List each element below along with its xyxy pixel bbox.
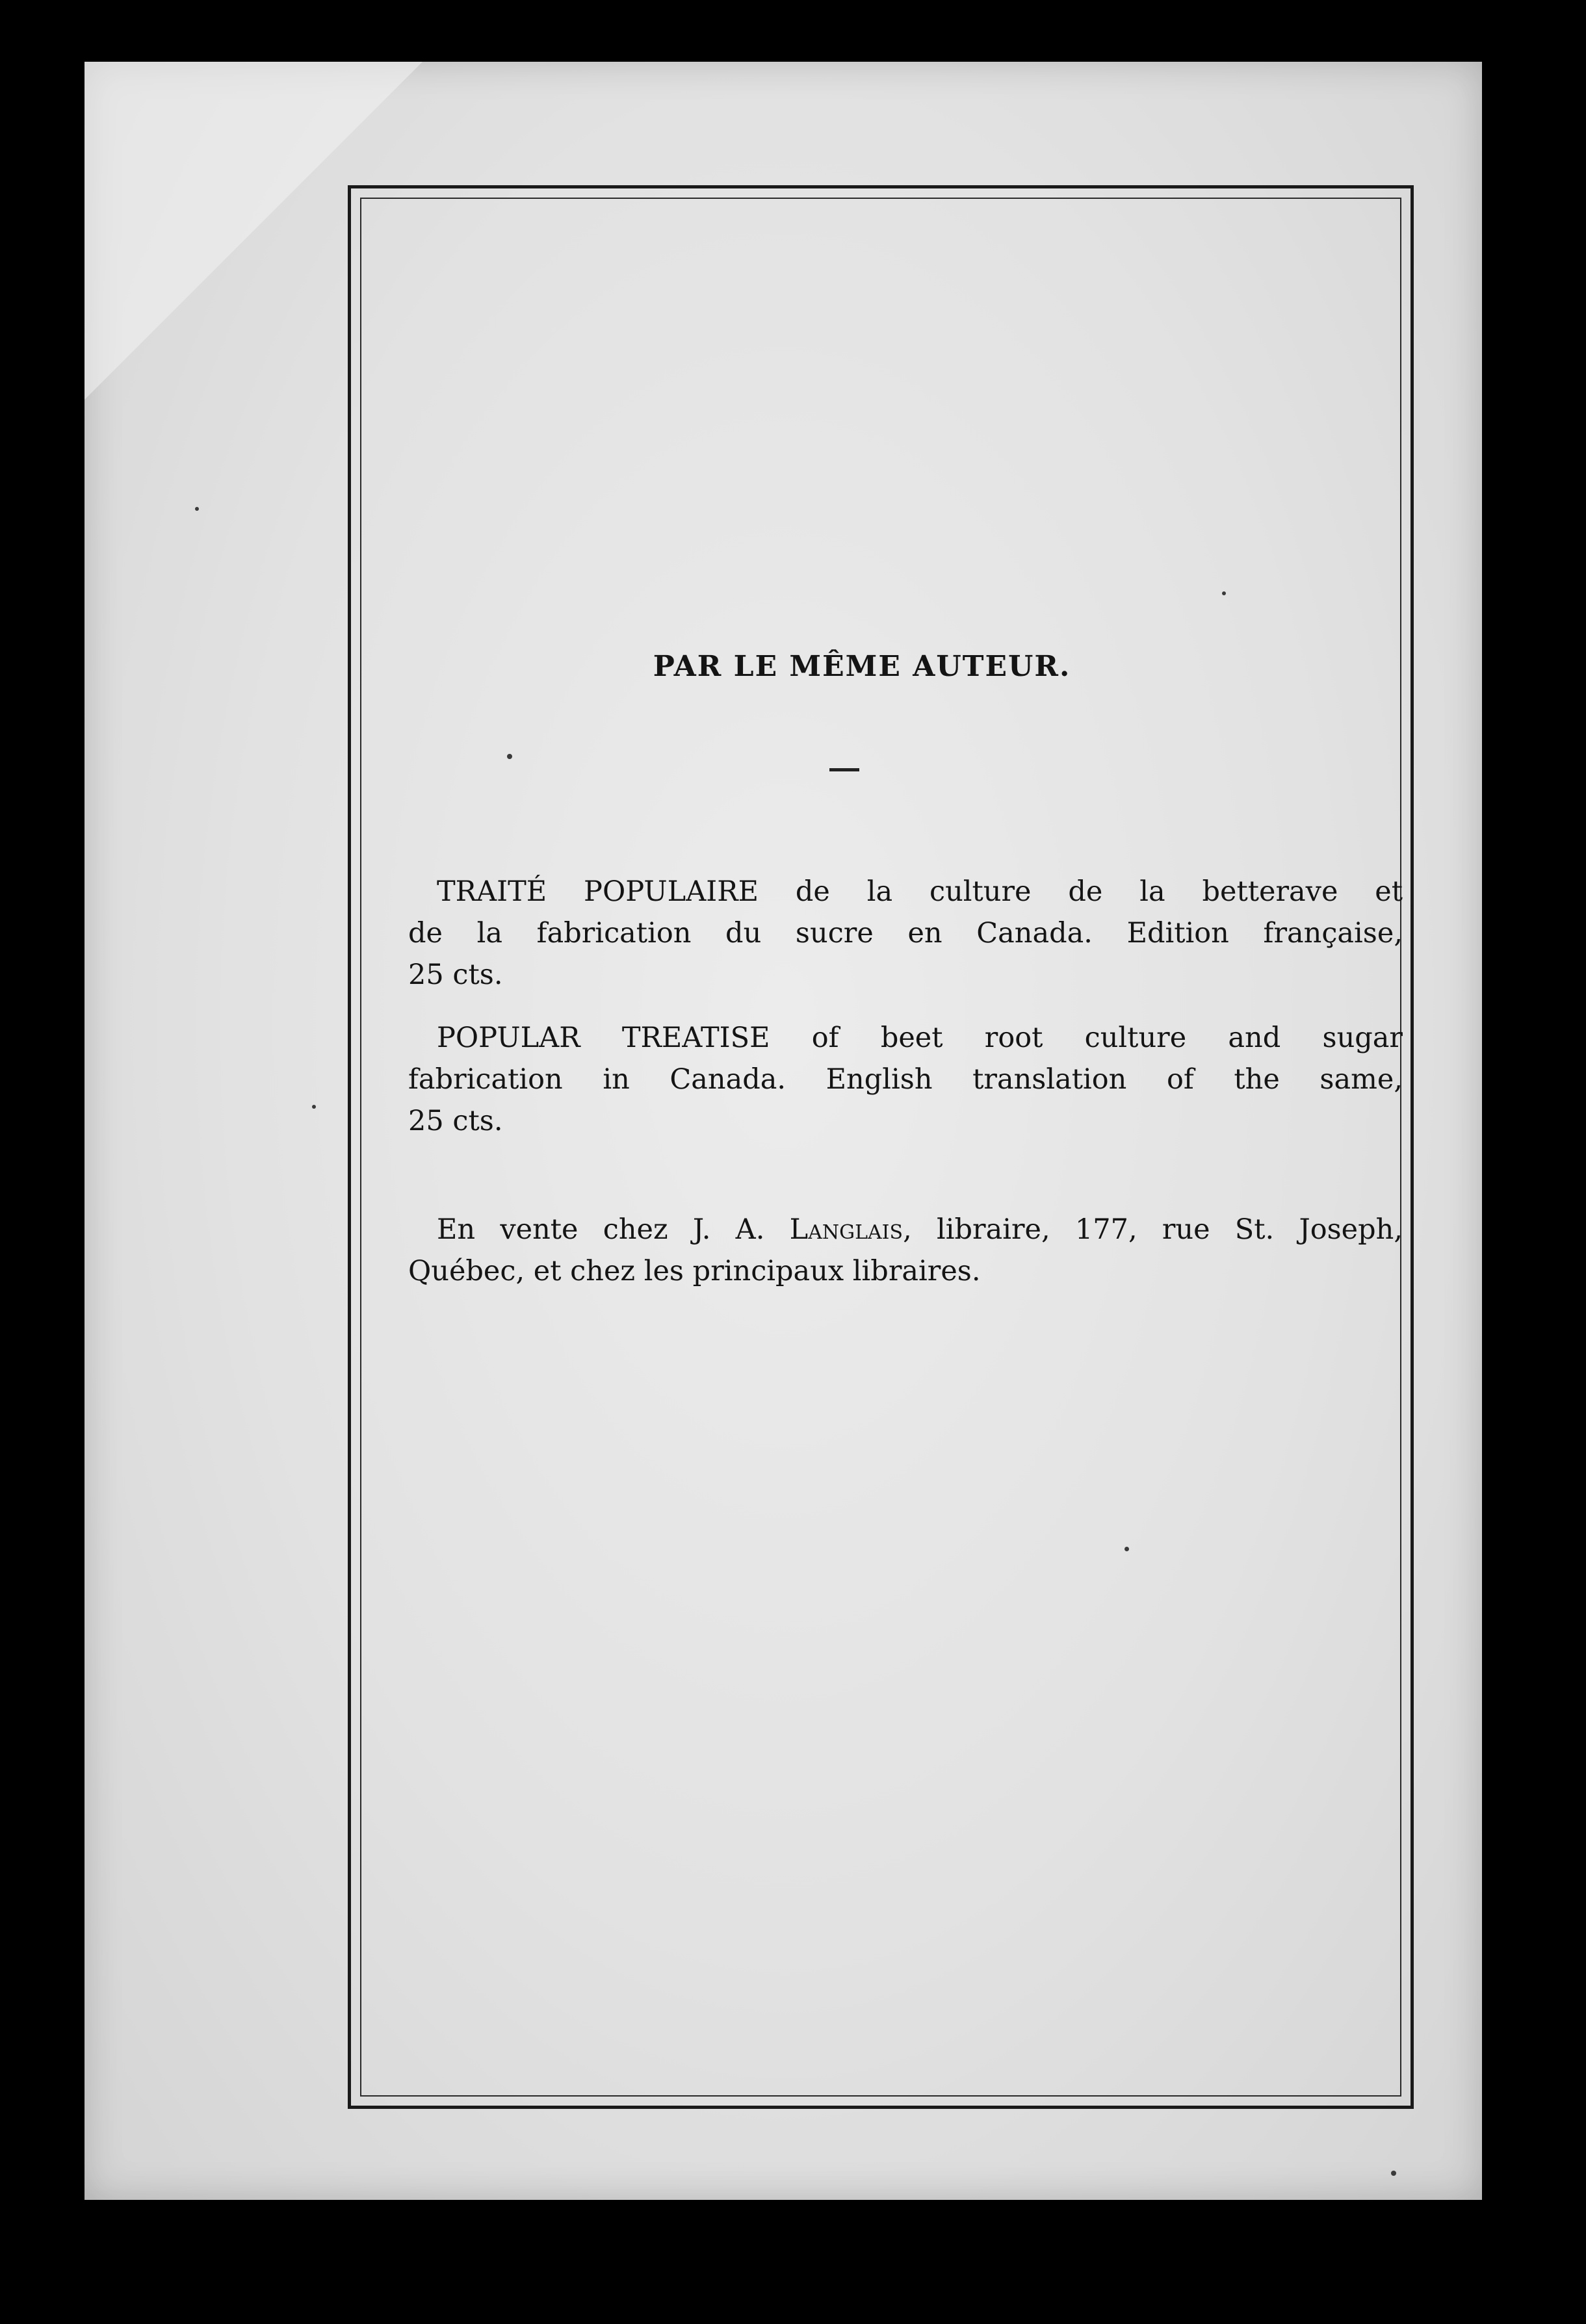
entry-english <box>408 1017 1403 1142</box>
bookseller-name: Langlais <box>789 1213 904 1246</box>
entry-french <box>408 871 1403 996</box>
title-rule <box>829 768 859 771</box>
sale-prefix: En vente chez J. A. <box>437 1213 790 1246</box>
page-title: PAR LE MÊME AUTEUR. <box>653 650 1071 683</box>
sale-notice <box>408 1209 1403 1292</box>
paper-speck <box>195 507 199 511</box>
sale-notice-line-1 <box>408 1209 1403 1250</box>
entry-english-line-1: POPULAR TREATISE of beet root culture and sugar <box>437 1022 1403 1054</box>
paper-speck <box>1222 591 1226 595</box>
paper-speck <box>1391 2171 1396 2176</box>
entry-french-line-3: 25 cts. <box>408 959 503 991</box>
entry-english-line-3: 25 cts. <box>408 1105 503 1137</box>
page-border <box>348 185 1414 2109</box>
sale-suffix: , libraire, 177, rue St. Joseph, <box>903 1213 1403 1246</box>
sale-notice-line-2: Québec, et chez les principaux libraires. <box>408 1255 981 1287</box>
entry-english-line-2: fabrication in Canada. English translation of the same, <box>408 1063 1403 1096</box>
paper-speck <box>507 754 512 759</box>
page-border-inner <box>360 198 1401 2097</box>
paper-speck <box>312 1105 316 1109</box>
paper-speck <box>1124 1547 1129 1551</box>
entry-french-line-1: TRAITÉ POPULAIRE de la culture de la betterave et <box>437 875 1403 908</box>
entry-french-line-2: de la fabrication du sucre en Canada. Edition française, <box>408 917 1403 949</box>
